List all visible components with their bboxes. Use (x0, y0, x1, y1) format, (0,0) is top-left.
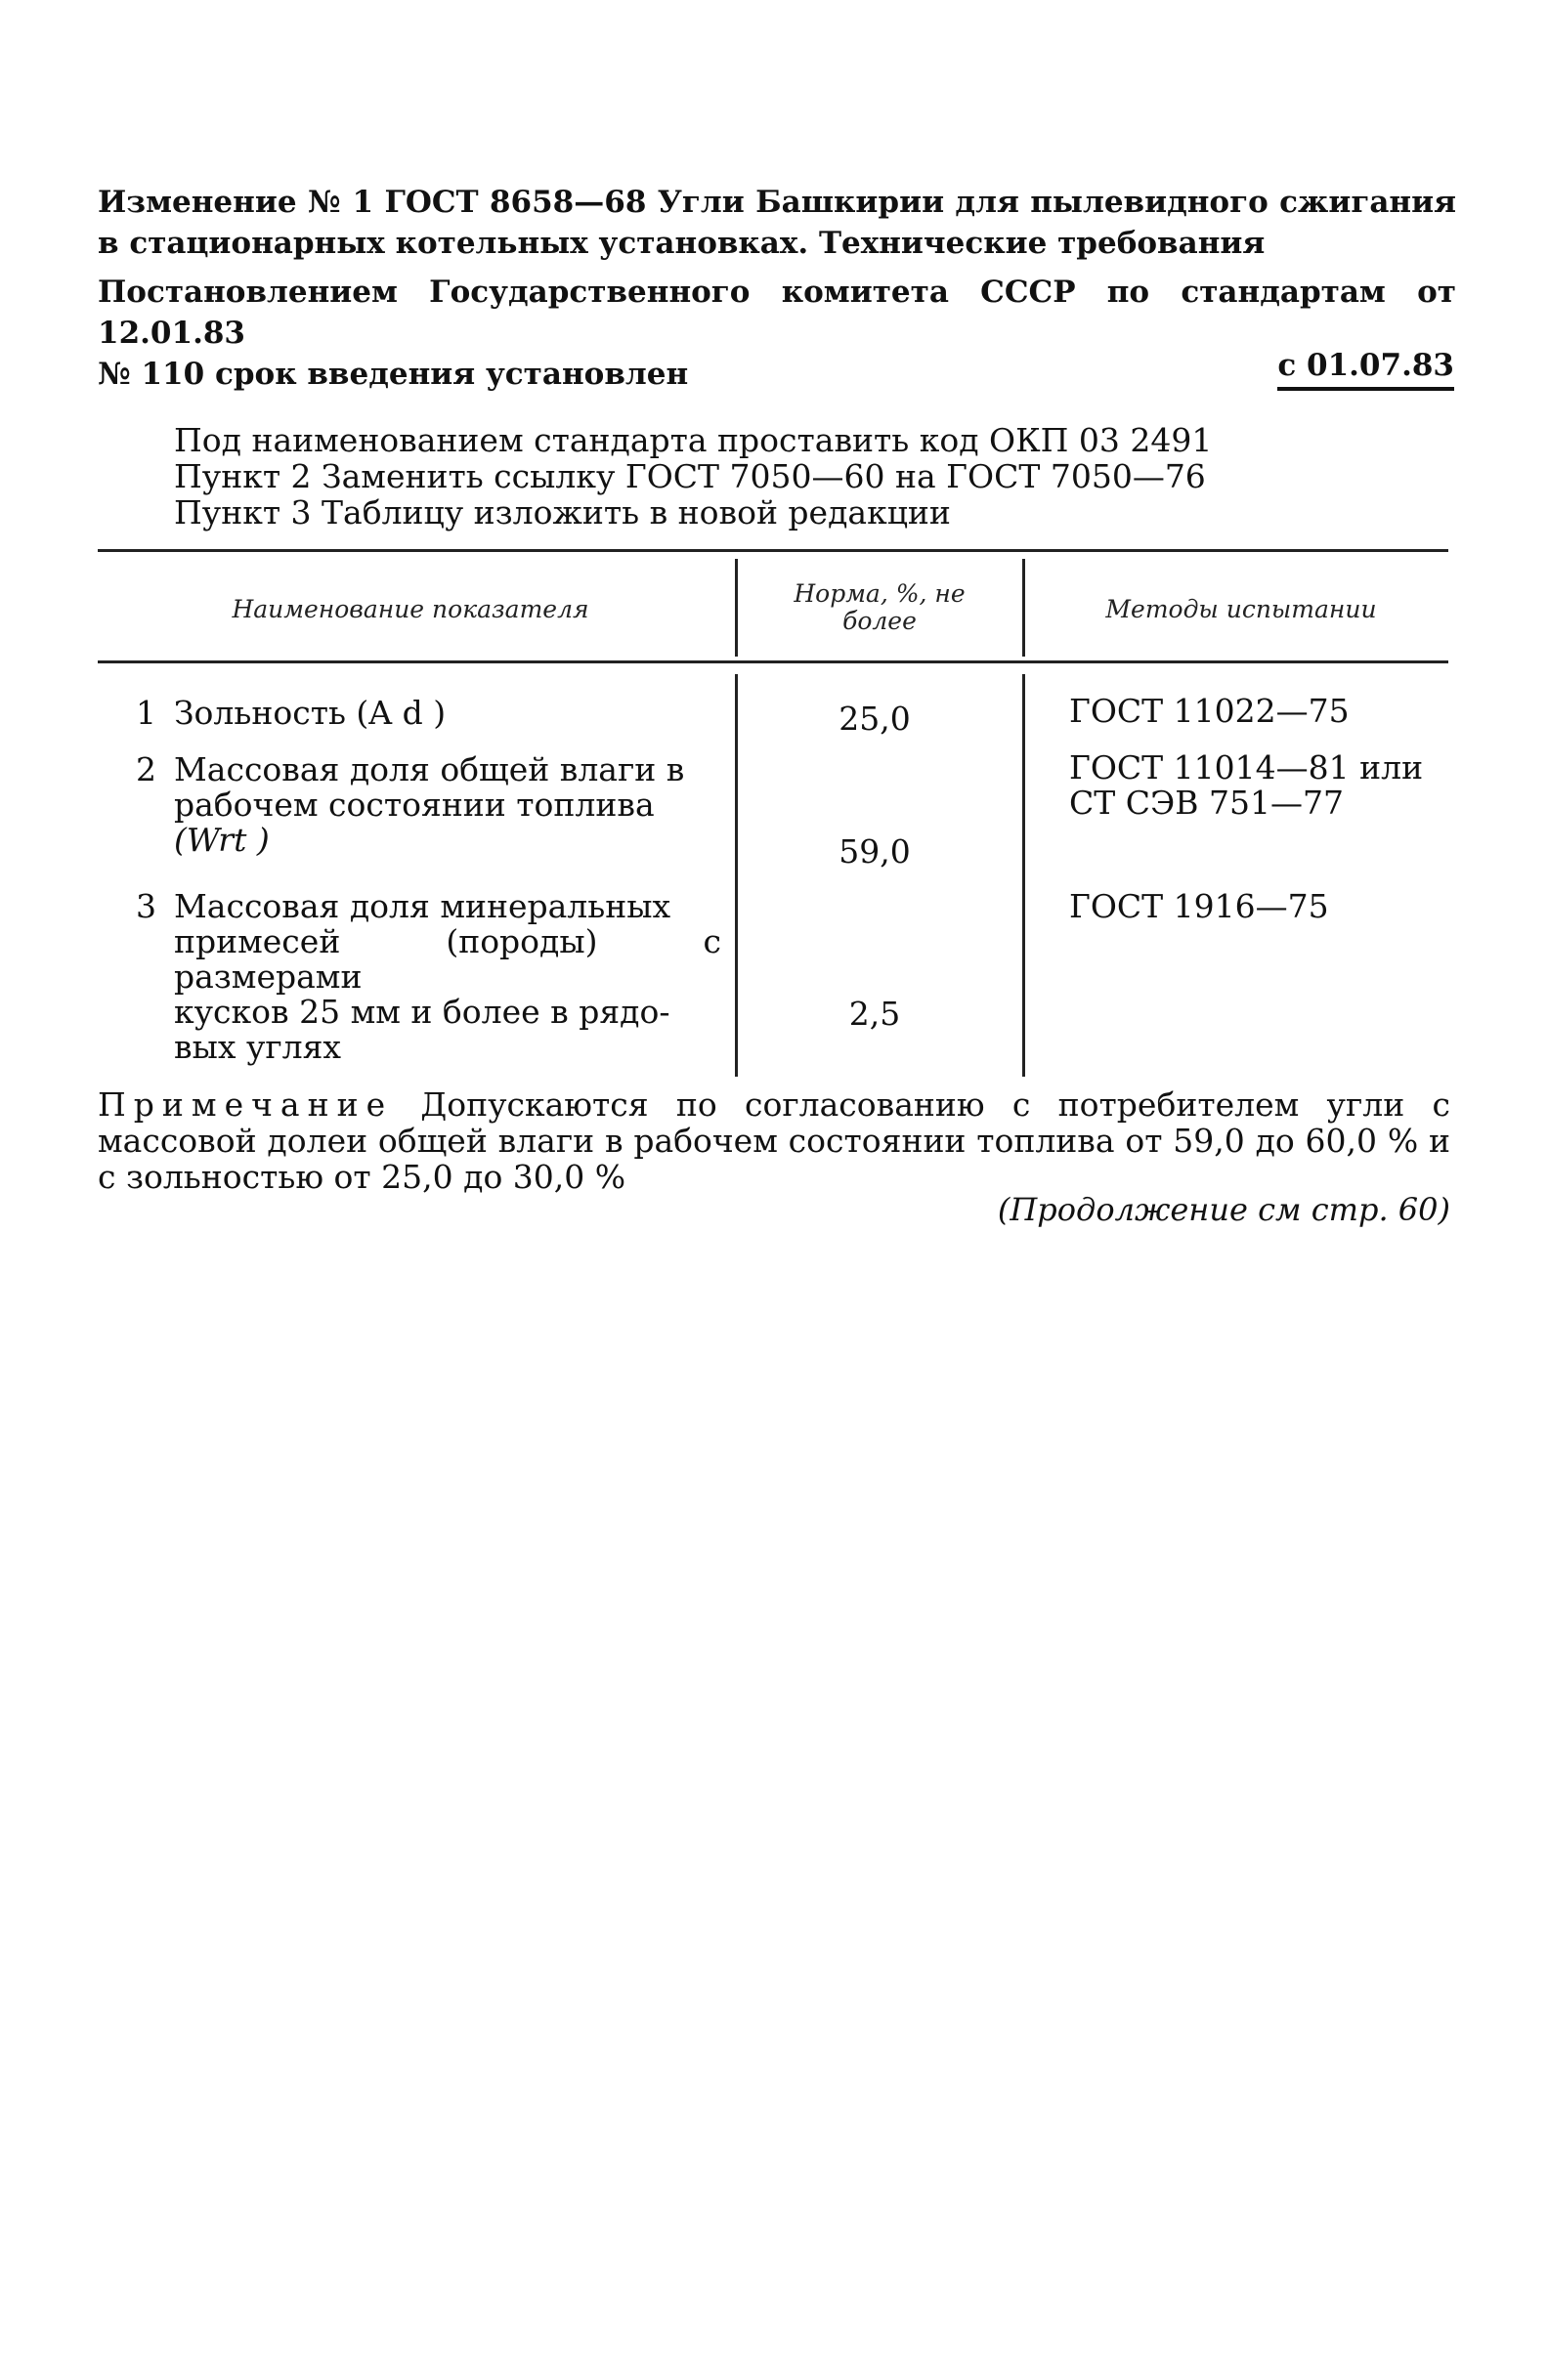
indicator-name-line: вых углях (174, 1028, 342, 1066)
note-label: Примечание (98, 1085, 394, 1124)
test-method-line: ГОСТ 1916—75 (1069, 887, 1329, 925)
norm-value: 25,0 (838, 700, 911, 738)
test-method-line: ГОСТ 11022—75 (1069, 692, 1350, 730)
table-column-divider (1022, 559, 1025, 657)
column-header-norm: Норма, %, не более (794, 579, 966, 635)
instruction-item: Пункт 3 Таблицу изложить в новой редакции (174, 493, 951, 531)
table-column-divider (735, 559, 738, 657)
table-row (0, 748, 1548, 871)
indicator-name-line: рабочем состоянии топлива (174, 786, 655, 824)
indicator-name-line: примесей (породы) с размерами (174, 922, 721, 996)
column-header-indicator: Наименование показателя (232, 595, 589, 623)
row-number: 2 (136, 750, 156, 788)
test-method (1069, 750, 1460, 821)
indicator-name-line: (Wrt ) (174, 821, 270, 859)
continuation-marker: (Продолжение см стр. 60) (997, 1191, 1450, 1228)
norm-value: 59,0 (838, 832, 911, 871)
table-row (0, 692, 1548, 738)
test-method (1069, 694, 1460, 729)
decree-line: № 110 срок введения установлен (98, 357, 689, 392)
row-number: 1 (136, 694, 156, 732)
norm-value: 2,5 (848, 995, 901, 1033)
indicator-name (174, 696, 721, 731)
test-method (1069, 889, 1460, 924)
indicator-name (174, 752, 721, 858)
instructions-list (174, 422, 1347, 531)
note-text: Допускаются по согласованию с потребителем угли с массовой долеи общей влаги в рабочем состоянии топлива от 59,0 до 60,0 % и с зольностью от 25,0 до 30,0 % (98, 1085, 1450, 1196)
indicator-name-line: Массовая доля общей влаги в (174, 750, 685, 788)
decree-line: Постановлением Государственного комитета СССР по стандартам от 12.01.83 (98, 275, 1456, 351)
instruction-item: Пункт 2 Заменить ссылку ГОСТ 7050—60 на ГОСТ 7050—76 (174, 457, 1206, 495)
effective-date: с 01.07.83 (1277, 346, 1454, 391)
indicator-name-line: Зольность (A d ) (174, 694, 447, 732)
table-row (0, 887, 1548, 1066)
decree-statement (98, 272, 1456, 395)
table-header-rule (98, 660, 1448, 663)
instruction-item: Под наименованием стандарта проставить код ОКП 03 2491 (174, 421, 1213, 459)
row-number: 3 (136, 887, 156, 925)
indicator-name-line: Массовая доля минеральных (174, 887, 671, 925)
test-method-line: СТ СЭВ 751—77 (1069, 784, 1344, 822)
indicator-name (174, 889, 721, 1065)
table-top-rule (98, 549, 1448, 552)
indicator-name-line: кусков 25 мм и более в рядо- (174, 993, 670, 1031)
test-method-line: ГОСТ 11014—81 или (1069, 748, 1424, 786)
column-header-methods: Методы испытании (1105, 595, 1377, 623)
amendment-title: Изменение № 1 ГОСТ 8658—68 Угли Башкирии для пылевидного сжигания в стационарных котельных установках. Технические требования (98, 185, 1456, 261)
table-note (98, 1086, 1450, 1195)
